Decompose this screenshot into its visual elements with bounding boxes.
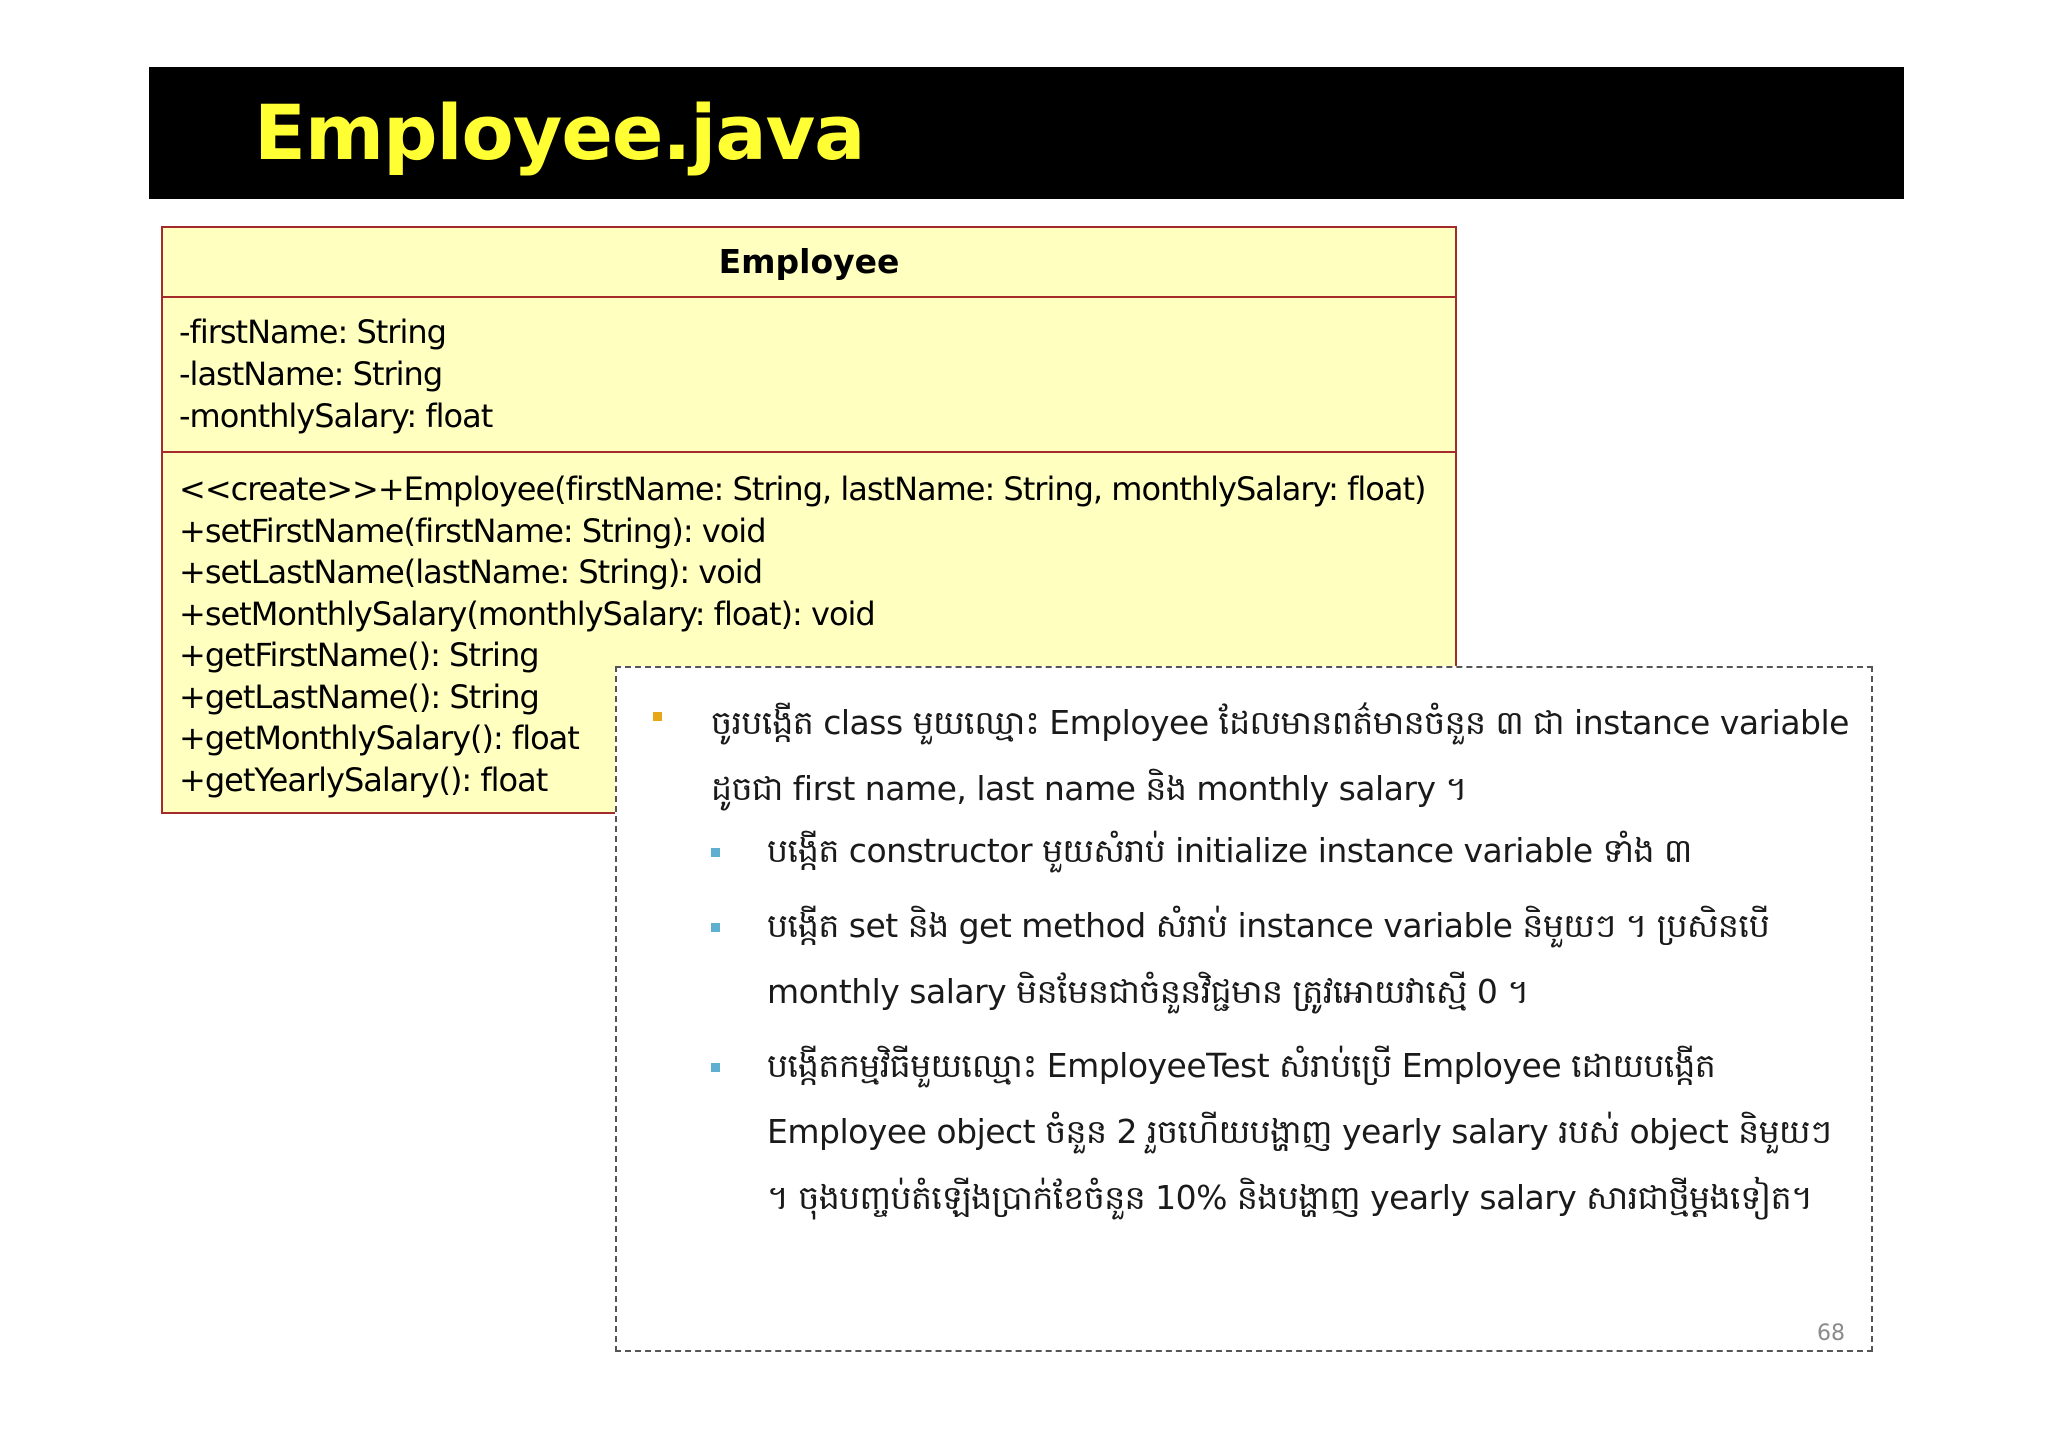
uml-attribute: -lastName: String (179, 355, 443, 393)
square-bullet-icon (711, 848, 720, 857)
uml-operation: <<create>>+Employee(firstName: String, lastName: String, monthlySalary: float) (179, 470, 1426, 508)
page-number: 68 (1817, 1321, 1845, 1346)
sub-instruction-text: បង្កើត constructor មួយសំរាប់ initialize instance variable ទាំង ៣ (767, 831, 1692, 870)
uml-operation: +getFirstName(): String (179, 636, 539, 674)
instructions-note (615, 666, 1873, 1352)
uml-attributes (163, 298, 1455, 453)
sub-instruction-text: បង្កើត set និង get method សំរាប់ instance variable និមួយៗ ។ ប្រសិនបើ monthly salary មិនមែនជាចំនួនវិជ្ជមាន ត្រូវអោយវាស្មើ 0 ។ (767, 906, 1770, 1011)
uml-operation: +setFirstName(firstName: String): void (179, 511, 766, 550)
uml-operation: +getLastName(): String (179, 677, 539, 716)
square-bullet-icon (711, 1063, 720, 1072)
square-bullet-icon (711, 923, 720, 932)
uml-operation: +setLastName(lastName: String): void (179, 553, 762, 591)
uml-operation: +getMonthlySalary(): float (179, 719, 579, 757)
uml-attribute: -monthlySalary: float (179, 397, 493, 435)
uml-operation: +getYearlySalary(): float (179, 760, 548, 799)
uml-attribute: -firstName: String (179, 313, 446, 351)
slide-title: Employee.java (254, 88, 865, 177)
title-bar (149, 67, 1904, 199)
sub-instruction-text: បង្កើតកម្មវិធីមួយឈ្មោះ EmployeeTest សំរាប់ប្រើ Employee ដោយបង្កើត Employee object ចំនួន 2 រួចហើយបង្ហាញ yearly salary របស់ object និមួយៗ ។ ចុងបញ្ចប់តំឡើងប្រាក់ខែចំនួន 10% និងបង្ហាញ yearly salary សារជាថ្មីម្តងទៀត។ (767, 1046, 1832, 1217)
uml-class-name: Employee (163, 228, 1455, 298)
main-instruction: ចូរបង្កើត class មួយឈ្មោះ Employee ដែលមានពត៌មានចំនួន ៣ ជា instance variable ដូចជា first name, last name និង monthly salary ។ (711, 703, 1849, 808)
square-bullet-icon (653, 712, 662, 721)
uml-operation: +setMonthlySalary(monthlySalary: float): void (179, 594, 875, 633)
